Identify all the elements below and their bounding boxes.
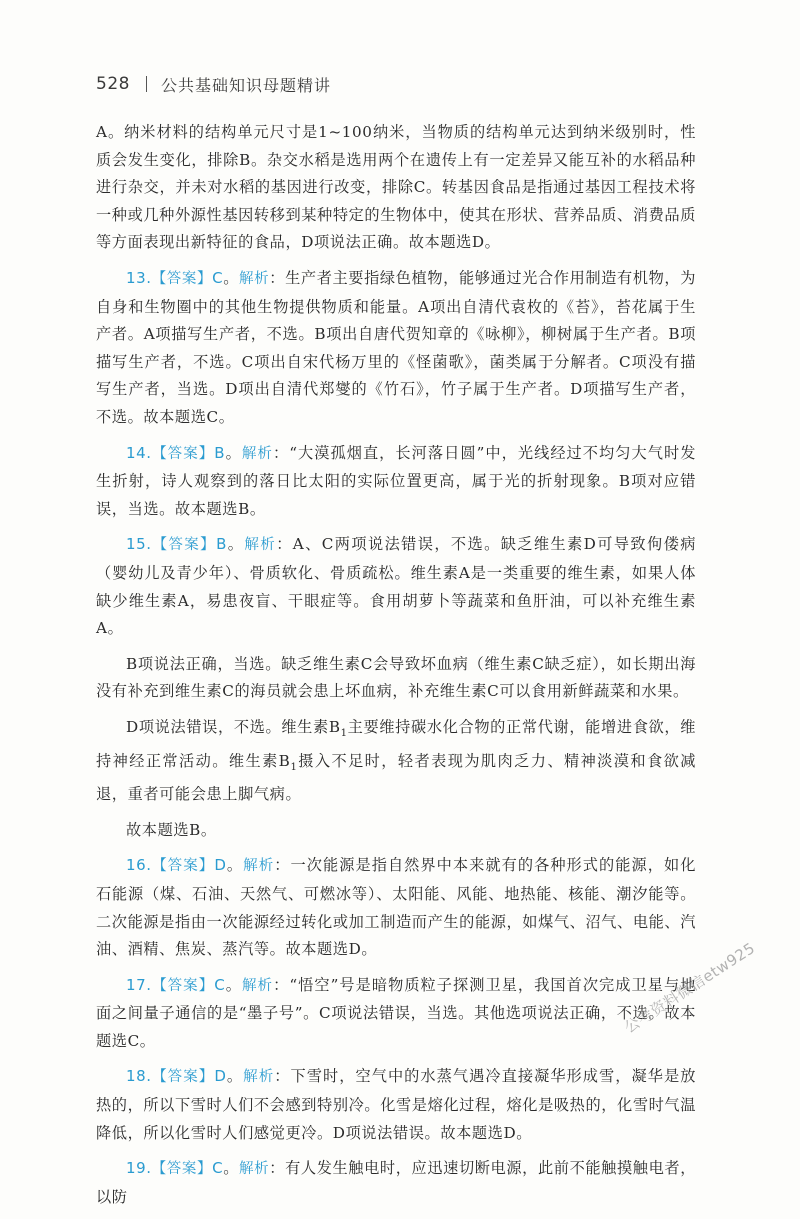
analysis-label: 解析 bbox=[241, 445, 273, 462]
answer-17: 17.【答案】C。解析：“悟空”号是暗物质粒子探测卫星，我国首次完成卫星与地面之间量子通信的是“墨子号”。C项说法错误，当选。其他选项说法正确，不选。故本题选C。 bbox=[96, 975, 696, 1050]
analysis-text: “大漠孤烟直，长河落日圆”中，光线经过不均匀大气时发生折射，诗人观察到的落日比太阳的实际位置更高，属于光的折射现象。B项对应错误，当选。故本题选B。 bbox=[96, 443, 696, 518]
question-number: 17. bbox=[126, 975, 152, 994]
answer-tag: 【答案】 bbox=[151, 1161, 213, 1178]
paragraph-text: 主要维持碳水化合物的正常代谢，能增进食欲，维持神经正常活动。维生素B bbox=[96, 717, 696, 770]
question-number: 15. bbox=[126, 535, 152, 554]
answer-15: 15.【答案】B。解析：A、C两项说法错误，不选。缺乏维生素D可导致佝偻病（婴幼儿及青少年）、骨质软化、骨质疏松。维生素A是一类重要的维生素，如果人体缺少维生素A，易患夜盲、干眼症等。食用胡萝卜等蔬菜和鱼肝油，可以补充维生素A。 bbox=[96, 535, 696, 638]
answer-letter: C bbox=[212, 1159, 224, 1178]
paragraph-text: B项说法正确，当选。缺乏维生素C会导致坏血病（维生素C缺乏症），如长期出海没有补充到维生素C的海员就会患上坏血病，补充维生素C可以食用新鲜蔬菜和水果。 bbox=[96, 654, 696, 701]
analysis-text: “悟空”号是暗物质粒子探测卫星，我国首次完成卫星与地面之间量子通信的是“墨子号”。C项说法错误，当选。其他选项说法正确，不选。故本题选C。 bbox=[96, 975, 696, 1050]
question-number: 13. bbox=[126, 268, 152, 287]
analysis-text: A、C两项说法错误，不选。缺乏维生素D可导致佝偻病（婴幼儿及青少年）、骨质软化、骨质疏松。维生素A是一类重要的维生素，如果人体缺少维生素A，易患夜盲、干眼症等。食用胡萝卜等蔬菜和鱼肝油，可以补充维生素A。 bbox=[96, 535, 696, 638]
question-number: 19. bbox=[126, 1159, 152, 1178]
subscript: 1 bbox=[290, 761, 298, 773]
analysis-label: 解析 bbox=[243, 1069, 275, 1086]
paragraph-continuation bbox=[96, 119, 696, 257]
answer-13: 13.【答案】C。解析：生产者主要指绿色植物，能够通过光合作用制造有机物，为自身和生物圈中的其他生物提供物质和能量。A项出自清代袁枚的《苔》，苔花属于生产者。A项描写生产者，不选。B项出自唐代贺知章的《咏柳》，柳树属于生产者。B项描写生产者，不选。C项出自宋代杨万里的《怪菌歌》，菌类属于分解者。C项没有描写生产者，当选。D项出自清代郑燮的《竹石》，竹子属于生产者。D项描写生产者，不选。故本题选C。 bbox=[96, 268, 696, 426]
analysis-label: 解析 bbox=[242, 977, 274, 994]
analysis-label: 解析 bbox=[239, 270, 270, 287]
answer-letter: B bbox=[216, 535, 227, 554]
analysis-label: 解析 bbox=[244, 537, 277, 554]
question-number: 16. bbox=[126, 856, 152, 875]
answer-tag: 【答案】 bbox=[151, 270, 213, 287]
page-body bbox=[96, 119, 696, 1219]
page-number: 528 bbox=[96, 74, 130, 94]
answer-tag: 【答案】 bbox=[151, 858, 215, 875]
header-divider bbox=[146, 76, 147, 92]
paragraph-15d bbox=[96, 817, 696, 845]
paragraph-text: 摄入不足时，轻者表现为肌肉乏力、精神淡漠和食欲减退，重者可能会患上脚气病。 bbox=[96, 751, 696, 804]
answer-tag: 【答案】 bbox=[151, 1069, 215, 1086]
answer-14: 14.【答案】B。解析：“大漠孤烟直，长河落日圆”中，光线经过不均匀大气时发生折射，诗人观察到的落日比太阳的实际位置更高，属于光的折射现象。B项对应错误，当选。故本题选B。 bbox=[96, 443, 696, 518]
answer-16: 16.【答案】D。解析：一次能源是指自然界中本来就有的各种形式的能源，如化石能源（煤、石油、天然气、可燃冰等）、太阳能、风能、地热能、核能、潮汐能等。二次能源是指由一次能源经过转化或加工制造而产生的能源，如煤气、沼气、电能、汽油、酒精、焦炭、蒸汽等。故本题选D。 bbox=[96, 856, 697, 959]
analysis-text: 下雪时，空气中的水蒸气遇冷直接凝华形成雪，凝华是放热的，所以下雪时人们不会感到特别冷。化雪是熔化过程，熔化是吸热的，化雪时气温降低，所以化雪时人们感觉更冷。D项说法错误。故本题选D。 bbox=[96, 1067, 697, 1142]
answer-19: 19.【答案】C。解析：有人发生触电时，应迅速切断电源，此前不能触摸触电者，以防 bbox=[96, 1159, 696, 1206]
answer-tag: 【答案】 bbox=[151, 977, 215, 994]
paragraph-text: 故本题选B。 bbox=[126, 820, 217, 839]
paragraph-15c bbox=[96, 714, 696, 809]
answer-letter: C bbox=[214, 975, 226, 994]
paragraph-text: D项说法错误，不选。维生素B bbox=[126, 717, 341, 736]
answer-tag: 【答案】 bbox=[151, 537, 217, 554]
book-title: 公共基础知识母题精讲 bbox=[160, 75, 331, 95]
analysis-text: 一次能源是指自然界中本来就有的各种形式的能源，如化石能源（煤、石油、天然气、可燃冰等）、太阳能、风能、地热能、核能、潮汐能等。二次能源是指由一次能源经过转化或加工制造而产生的能源，如煤气、沼气、电能、汽油、酒精、焦炭、蒸汽等。故本题选D。 bbox=[96, 856, 697, 959]
subscript: 1 bbox=[340, 727, 348, 739]
answer-letter: C bbox=[212, 268, 224, 287]
paragraph-15b bbox=[96, 651, 696, 706]
analysis-text: 生产者主要指绿色植物，能够通过光合作用制造有机物，为自身和生物圈中的其他生物提供物质和能量。A项出自清代袁枚的《苔》，苔花属于生产者。A项描写生产者，不选。B项出自唐代贺知章的《咏柳》，柳树属于生产者。B项描写生产者，不选。C项出自宋代杨万里的《怪菌歌》，菌类属于分解者。C项没有描写生产者，当选。D项出自清代郑燮的《竹石》，竹子属于生产者。D项描写生产者，不选。故本题选C。 bbox=[96, 268, 696, 426]
answer-letter: B bbox=[214, 443, 226, 462]
analysis-text: 有人发生触电时，应迅速切断电源，此前不能触摸触电者，以防 bbox=[96, 1159, 696, 1206]
answer-letter: D bbox=[214, 856, 227, 875]
question-number: 18. bbox=[126, 1067, 152, 1086]
answer-18: 18.【答案】D。解析：下雪时，空气中的水蒸气遇冷直接凝华形成雪，凝华是放热的，所以下雪时人们不会感到特别冷。化雪是熔化过程，熔化是吸热的，化雪时气温降低，所以化雪时人们感觉更冷。D项说法错误。故本题选D。 bbox=[96, 1067, 697, 1142]
analysis-label: 解析 bbox=[243, 858, 275, 875]
answer-tag: 【答案】 bbox=[151, 445, 215, 462]
answer-letter: D bbox=[214, 1067, 227, 1086]
question-number: 14. bbox=[126, 443, 152, 462]
analysis-label: 解析 bbox=[239, 1161, 270, 1178]
page-header bbox=[96, 72, 331, 96]
watermark: 公考资料微信etw925 bbox=[621, 938, 759, 1037]
paragraph-text: A。纳米材料的结构单元尺寸是1~100纳米，当物质的结构单元达到纳米级别时，性质会发生变化，排除B。杂交水稻是选用两个在遗传上有一定差异又能互补的水稻品种进行杂交，并未对水稻的基因进行改变，排除C。转基因食品是指通过基因工程技术将一种或几种外源性基因转移到某种特定的生物体中，使其在形状、营养品质、消费品质等方面表现出新特征的食品，D项说法正确。故本题选D。 bbox=[96, 123, 696, 252]
